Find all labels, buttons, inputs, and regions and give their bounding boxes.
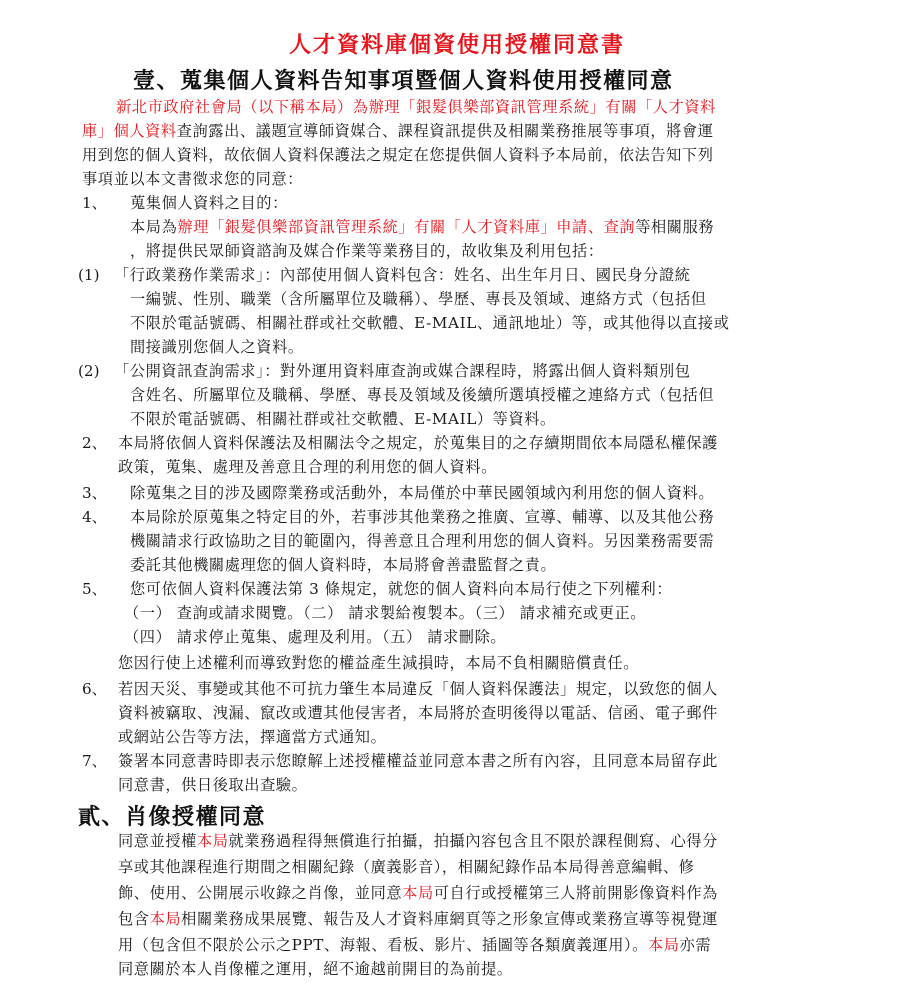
item1-text-a: 本局為 bbox=[130, 218, 178, 236]
intro-red-text: 庫」個人資料 bbox=[82, 122, 177, 140]
s2-l3-b: 可自行或授權第三人將前開影像資料作為 bbox=[433, 884, 718, 902]
sub2-line-1: 「公開資訊查詢需求」：對外運用資料庫查詢或媒合課程時，將露出個人資料類別包 bbox=[114, 362, 691, 380]
item6-line-1: 若因天災、事變或其他不可抗力肇生本局違反「個人資料保護法」規定，以致您的個人 bbox=[118, 680, 718, 698]
s2-l5-a: 用（包含但不限於公示之PPT、海報、看板、影片、插圖等各類廣義運用）。 bbox=[118, 936, 648, 954]
item5-line-2: （一） 查詢或請求閱覽。（二） 請求製給複製本。（三） 請求補充或更正。 bbox=[124, 604, 647, 622]
sub2-line-3: 不限於電話號碼、相關社群或社交軟體、E-MAIL）等資料。 bbox=[130, 410, 556, 428]
item5-line-1: 您可依個人資料保護法第 3 條規定，就您的個人資料向本局行使之下列權利： bbox=[130, 580, 673, 598]
item1-number: 1、 bbox=[82, 194, 107, 212]
item5-number: 5、 bbox=[82, 580, 107, 598]
item4-line-3: 委託其他機關處理您的個人資料時，本局將會善盡監督之責。 bbox=[130, 556, 557, 574]
intro-line-1: 新北市政府社會局（以下稱本局）為辦理「銀髮俱樂部資訊管理系統」有關「人才資料 bbox=[116, 98, 716, 116]
sub1-line-1: 「行政業務作業需求」：內部使用個人資料包含：姓名、出生年月日、國民身分證統 bbox=[114, 266, 691, 284]
section2-line-2: 享或其他課程進行期間之相關紀錄（廣義影音），相關紀錄作品本局得善意編輯、修 bbox=[118, 858, 695, 876]
item4-line-1: 本局除於原蒐集之特定目的外，若事涉其他業務之推廣、宣導、輔導、以及其他公務 bbox=[130, 508, 715, 526]
s2-l3-red: 本局 bbox=[402, 884, 434, 902]
item4-number: 4、 bbox=[82, 508, 107, 526]
item1-line-1 bbox=[130, 216, 714, 238]
section1-heading: 壹、蒐集個人資料告知事項暨個人資料使用授權同意 bbox=[133, 68, 674, 94]
intro-line-3: 用到您的個人資料，故依個人資料保護法之規定在您提供個人資料予本局前，依法告知下列 bbox=[82, 146, 714, 164]
document-title: 人才資料庫個資使用授權同意書 bbox=[288, 32, 625, 58]
s2-l4-a: 包含 bbox=[118, 910, 150, 928]
section2-line-6: 同意關於本人肖像權之運用，絕不逾越前開目的為前提。 bbox=[118, 960, 513, 978]
item6-line-2: 資料被竊取、洩漏、竄改或遭其他侵害者，本局將於查明後得以電話、信函、電子郵件 bbox=[118, 704, 718, 722]
item4-line-2: 機關請求行政協助之目的範圍內，得善意且合理利用您的個人資料。另因業務需要需 bbox=[130, 532, 715, 550]
item3-line-1: 除蒐集之目的涉及國際業務或活動外，本局僅於中華民國領域內利用您的個人資料。 bbox=[130, 484, 715, 502]
sub1-line-3: 不限於電話號碼、相關社群或社交軟體、E-MAIL、通訊地址）等，或其他得以直接或 bbox=[130, 314, 730, 332]
item1-line-2: ，將提供民眾師資諮詢及媒合作業等業務目的，故收集及利用包括： bbox=[130, 242, 604, 260]
item5-line-3: （四） 請求停止蒐集、處理及利用。（五） 請求刪除。 bbox=[124, 628, 507, 646]
item2-number: 2、 bbox=[82, 434, 107, 452]
sub1-line-4: 間接識別您個人之資料。 bbox=[130, 338, 304, 356]
intro-line-4: 事項並以本文書徵求您的同意： bbox=[82, 170, 304, 188]
item6-line-3: 或網站公告等方法，擇適當方式通知。 bbox=[118, 728, 387, 746]
section2-line-1 bbox=[118, 830, 718, 852]
s2-l4-b: 相關業務成果展覽、報告及人才資料庫網頁等之形象宣傳或業務宣導等視覺運 bbox=[181, 910, 718, 928]
s2-l4-red: 本局 bbox=[149, 910, 182, 928]
s2-l5-red: 本局 bbox=[647, 936, 680, 954]
sub2-line-2: 含姓名、所屬單位及職稱、學歷、專長及領域及後續所選填授權之連絡方式（包括但 bbox=[130, 386, 715, 404]
s2-l1-red: 本局 bbox=[196, 832, 229, 850]
item5-line-4: 您因行使上述權利而導致對您的權益產生減損時，本局不負相關賠償責任。 bbox=[118, 654, 639, 672]
item7-line-2: 同意書，供日後取出查驗。 bbox=[118, 776, 308, 794]
item2-line-1: 本局將依個人資料保護法及相關法令之規定，於蒐集目的之存續期間依本局隱私權保護 bbox=[118, 434, 718, 452]
item3-number: 3、 bbox=[82, 484, 107, 502]
section2-heading: 貳、肖像授權同意 bbox=[78, 804, 267, 830]
intro-text: 查詢露出、議題宣導師資媒合、課程資訊提供及相關業務推展等事項，將會運 bbox=[176, 122, 714, 140]
s2-l5-b: 亦需 bbox=[679, 936, 712, 954]
sub1-line-2: 一編號、性別、職業（含所屬單位及職稱）、學歷、專長及領域、連絡方式（包括但 bbox=[130, 290, 707, 308]
intro-line-2 bbox=[82, 120, 714, 142]
s2-l1-b: 就業務過程得無償進行拍攝，拍攝內容包含且不限於課程側寫、心得分 bbox=[228, 832, 718, 850]
item1-red-text: 辦理「銀髮俱樂部資訊管理系統」有關「人才資料庫」申請、查詢 bbox=[177, 218, 636, 236]
item7-number: 7、 bbox=[82, 752, 107, 770]
sub1-number: (1) bbox=[78, 266, 100, 284]
s2-l3-a: 飾、使用、公開展示收錄之肖像，並同意 bbox=[118, 884, 403, 902]
item7-line-1: 簽署本同意書時即表示您瞭解上述授權權益並同意本書之所有內容，且同意本局留存此 bbox=[118, 752, 718, 770]
section2-line-5 bbox=[118, 934, 711, 956]
item2-line-2: 政策，蒐集、處理及善意且合理的利用您的個人資料。 bbox=[118, 458, 497, 476]
item1-heading: 蒐集個人資料之目的： bbox=[130, 194, 288, 212]
item6-number: 6、 bbox=[82, 680, 107, 698]
s2-l1-a: 同意並授權 bbox=[118, 832, 197, 850]
item1-text-b: 等相關服務 bbox=[635, 218, 715, 236]
sub2-number: (2) bbox=[78, 362, 100, 380]
section2-line-4 bbox=[118, 908, 718, 930]
section2-line-3 bbox=[118, 882, 718, 904]
